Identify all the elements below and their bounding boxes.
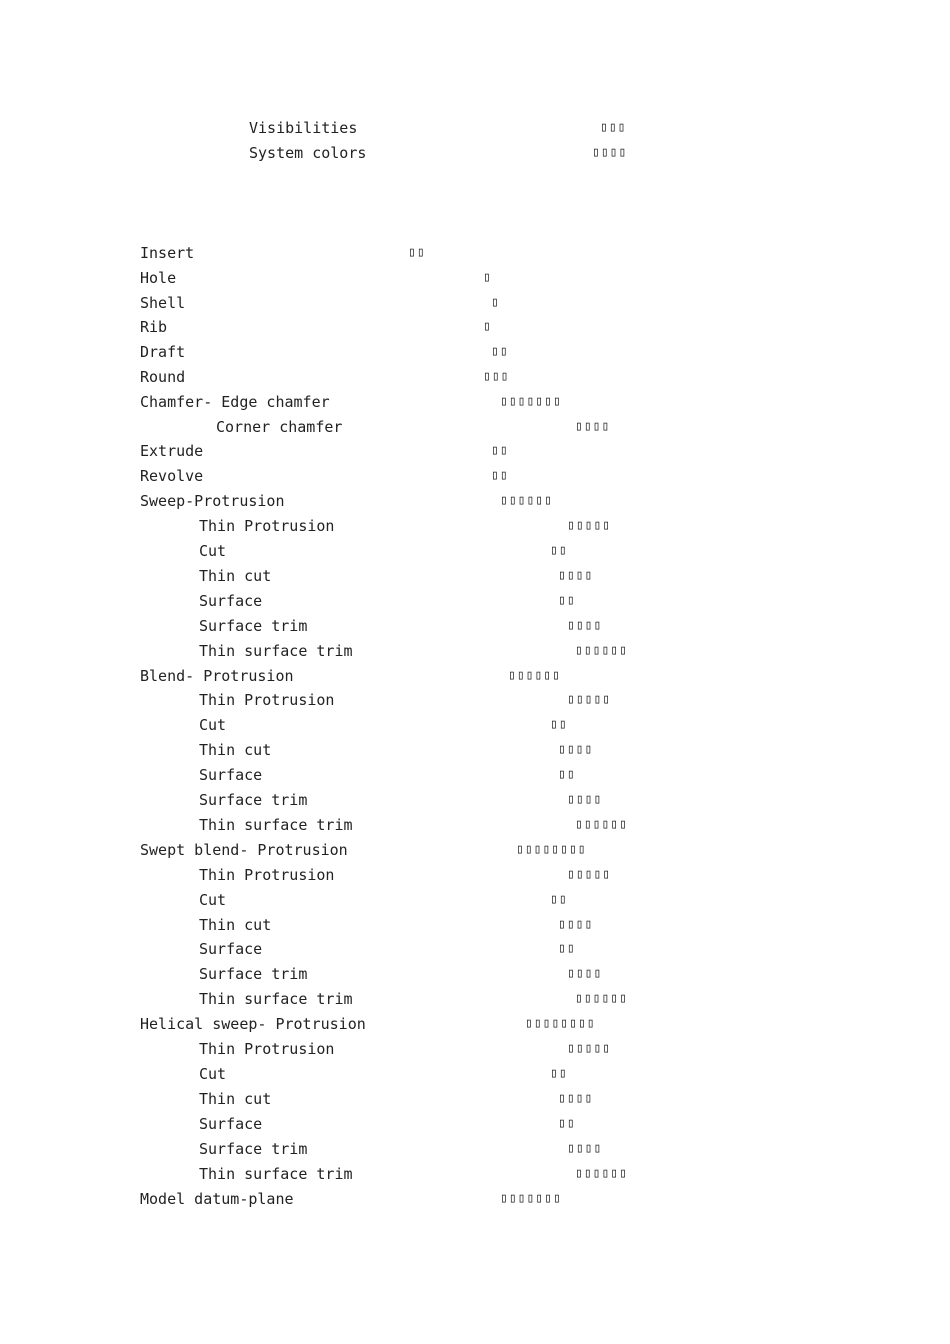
glossary-row xyxy=(0,989,628,1009)
translation-text: ▯▯▯ xyxy=(483,369,510,384)
glossary-row xyxy=(0,491,553,511)
translation-text: ▯▯▯▯ xyxy=(558,917,594,932)
term-text: Draft xyxy=(140,343,186,361)
term-text: Sweep-Protrusion xyxy=(140,492,285,510)
glossary-row xyxy=(0,1114,576,1134)
glossary-row xyxy=(0,715,568,735)
translation-text: ▯▯▯▯ xyxy=(558,568,594,583)
glossary-row xyxy=(0,790,603,810)
translation-text: ▯▯▯▯ xyxy=(567,1141,603,1156)
translation-text: ▯▯▯▯ xyxy=(567,618,603,633)
translation-text: ▯▯▯▯▯▯▯▯ xyxy=(525,1016,596,1031)
term-text: Revolve xyxy=(140,467,204,485)
glossary-row xyxy=(0,740,594,760)
translation-text: ▯▯ xyxy=(558,767,576,782)
term-text: Cut xyxy=(199,1065,227,1083)
translation-text: ▯▯ xyxy=(491,468,509,483)
translation-text: ▯▯▯▯ xyxy=(558,742,594,757)
glossary-row xyxy=(0,865,612,885)
translation-text: ▯▯▯▯▯▯ xyxy=(500,493,553,508)
glossary-row xyxy=(0,1189,562,1209)
translation-text: ▯▯▯▯ xyxy=(567,792,603,807)
term-text: System colors xyxy=(249,144,367,162)
glossary-row xyxy=(0,317,492,337)
translation-text: ▯▯▯▯▯▯ xyxy=(575,1166,628,1181)
term-text: Thin cut xyxy=(199,567,272,585)
glossary-row xyxy=(0,765,576,785)
translation-text: ▯ xyxy=(491,295,500,310)
glossary-row xyxy=(0,939,576,959)
translation-text: ▯▯ xyxy=(550,717,568,732)
term-text: Thin cut xyxy=(199,741,272,759)
translation-text: ▯▯ xyxy=(550,1066,568,1081)
glossary-row xyxy=(0,541,568,561)
term-text: Chamfer- Edge chamfer xyxy=(140,393,330,411)
translation-text: ▯▯▯▯▯▯▯▯ xyxy=(516,842,587,857)
glossary-row xyxy=(0,293,500,313)
glossary-row xyxy=(0,1064,568,1084)
glossary-row xyxy=(0,441,509,461)
translation-text: ▯▯▯▯▯ xyxy=(567,1041,612,1056)
term-text: Thin surface trim xyxy=(199,1165,353,1183)
glossary-row-visibilities xyxy=(0,118,950,138)
glossary-row xyxy=(0,616,603,636)
translation-text: ▯▯▯▯▯ xyxy=(567,518,612,533)
translation-text: ▯▯▯▯▯▯▯ xyxy=(500,1191,562,1206)
glossary-row xyxy=(0,1039,612,1059)
translation-text: ▯▯▯▯ xyxy=(592,145,628,160)
term-text: Surface trim xyxy=(199,1140,308,1158)
term-text: Hole xyxy=(140,269,177,287)
term-text: Insert xyxy=(140,244,195,262)
term-text: Surface xyxy=(199,592,263,610)
glossary-row xyxy=(0,367,510,387)
term-text: Rib xyxy=(140,318,168,336)
term-text: Round xyxy=(140,368,186,386)
term-text: Thin Protrusion xyxy=(199,691,335,709)
term-text: Surface xyxy=(199,940,263,958)
glossary-row xyxy=(0,243,426,263)
translation-text: ▯▯▯▯▯ xyxy=(567,867,612,882)
glossary-row xyxy=(0,840,587,860)
translation-text: ▯▯ xyxy=(558,1116,576,1131)
translation-text: ▯▯ xyxy=(408,245,426,260)
translation-text: ▯▯▯ xyxy=(600,120,627,135)
translation-text: ▯ xyxy=(483,270,492,285)
glossary-row xyxy=(0,890,568,910)
glossary-row xyxy=(0,342,509,362)
term-text: Thin surface trim xyxy=(199,990,353,1008)
term-text: Extrude xyxy=(140,442,204,460)
translation-text: ▯▯ xyxy=(550,892,568,907)
glossary-row xyxy=(0,1164,628,1184)
term-text: Surface xyxy=(199,766,263,784)
term-text: Cut xyxy=(199,891,227,909)
glossary-row xyxy=(0,815,628,835)
term-text: Surface trim xyxy=(199,965,308,983)
translation-text: ▯▯▯▯▯▯ xyxy=(508,668,561,683)
translation-text: ▯▯▯▯ xyxy=(567,966,603,981)
glossary-row xyxy=(0,915,594,935)
translation-text: ▯▯▯▯▯ xyxy=(567,692,612,707)
term-text: Thin surface trim xyxy=(199,642,353,660)
term-text: Thin cut xyxy=(199,916,272,934)
term-text: Swept blend- Protrusion xyxy=(140,841,348,859)
translation-text: ▯▯ xyxy=(550,543,568,558)
translation-text: ▯▯ xyxy=(558,593,576,608)
glossary-row-system-colors xyxy=(0,143,950,163)
glossary-row xyxy=(0,591,576,611)
term-text: Thin Protrusion xyxy=(199,1040,335,1058)
translation-text: ▯▯ xyxy=(491,443,509,458)
glossary-row xyxy=(0,964,603,984)
translation-text: ▯ xyxy=(483,319,492,334)
term-text: Visibilities xyxy=(249,119,358,137)
term-text: Blend- Protrusion xyxy=(140,667,294,685)
translation-text: ▯▯ xyxy=(558,941,576,956)
glossary-row xyxy=(0,466,509,486)
translation-text: ▯▯ xyxy=(491,344,509,359)
term-text: Corner chamfer xyxy=(216,418,343,436)
glossary-row xyxy=(0,1014,596,1034)
glossary-row xyxy=(0,666,561,686)
glossary-row xyxy=(0,566,594,586)
glossary-row xyxy=(0,641,628,661)
glossary-row xyxy=(0,1089,594,1109)
term-text: Cut xyxy=(199,716,227,734)
term-text: Thin Protrusion xyxy=(199,866,335,884)
term-text: Thin surface trim xyxy=(199,816,353,834)
glossary-row xyxy=(0,690,612,710)
term-text: Model datum-plane xyxy=(140,1190,294,1208)
term-text: Surface xyxy=(199,1115,263,1133)
translation-text: ▯▯▯▯▯▯ xyxy=(575,643,628,658)
translation-text: ▯▯▯▯ xyxy=(558,1091,594,1106)
term-text: Shell xyxy=(140,294,186,312)
translation-text: ▯▯▯▯▯▯ xyxy=(575,991,628,1006)
term-text: Cut xyxy=(199,542,227,560)
term-text: Thin cut xyxy=(199,1090,272,1108)
glossary-row xyxy=(0,417,611,437)
term-text: Surface trim xyxy=(199,617,308,635)
glossary-row xyxy=(0,268,492,288)
translation-text: ▯▯▯▯ xyxy=(575,419,611,434)
glossary-row xyxy=(0,392,562,412)
glossary-row xyxy=(0,516,612,536)
glossary-row xyxy=(0,1139,603,1159)
term-text: Thin Protrusion xyxy=(199,517,335,535)
translation-text: ▯▯▯▯▯▯▯ xyxy=(500,394,562,409)
translation-text: ▯▯▯▯▯▯ xyxy=(575,817,628,832)
term-text: Helical sweep- Protrusion xyxy=(140,1015,366,1033)
term-text: Surface trim xyxy=(199,791,308,809)
